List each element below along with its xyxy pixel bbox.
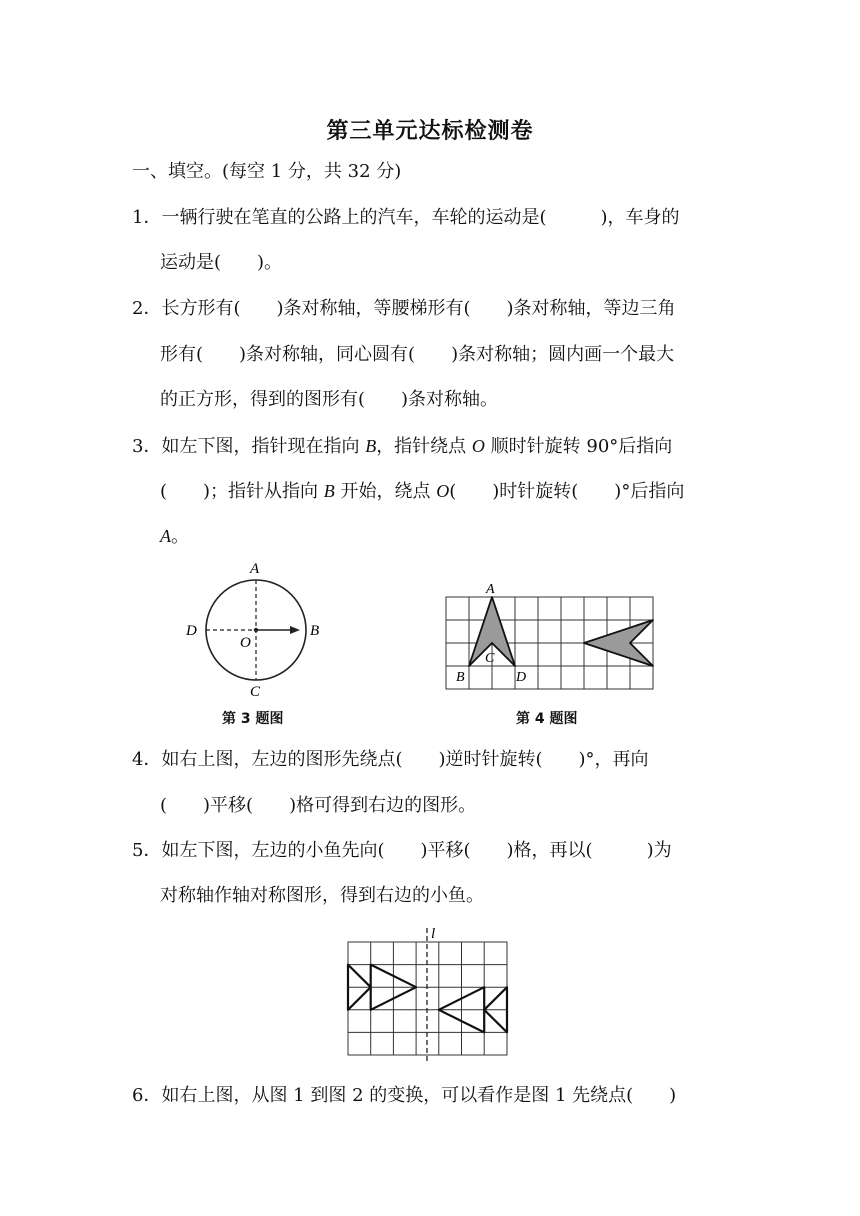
label-b: B [310, 623, 320, 639]
question-3-line-2 [160, 479, 684, 504]
question-text: 一辆行驶在笔直的公路上的汽车，车轮的运动是( )，车身的 [161, 207, 680, 228]
question-number: 2． [132, 298, 162, 319]
question-5-line-1 [132, 839, 672, 863]
figure-4-caption: 第 4 题图 [516, 711, 578, 727]
figure-3-caption: 第 3 题图 [222, 711, 284, 727]
label-b: B [456, 670, 465, 685]
question-number: 5． [132, 840, 162, 861]
question-2-line-3: 的正方形，得到的图形有( )条对称轴。 [160, 389, 499, 410]
question-text: ，指针绕点 [376, 436, 472, 457]
question-text: 开始，绕点 [334, 481, 437, 502]
question-2-line-2: 形有( )条对称轴，同心圆有( )条对称轴；圆内画一个最大 [160, 344, 675, 365]
label-o: O [240, 635, 251, 651]
label-c: C [485, 651, 495, 666]
question-2-line-1 [132, 297, 676, 321]
figure-5-fish-grid-diagram [340, 920, 520, 1062]
question-number: 1． [132, 207, 162, 228]
question-1-line-2: 运动是( )。 [160, 252, 283, 273]
question-text: 如左下图，左边的小鱼先向( )平移( )格，再以( )为 [161, 840, 672, 861]
question-text: 如右上图，从图 1 到图 2 的变换，可以看作是图 1 先绕点( ) [161, 1085, 677, 1106]
center-point [254, 628, 258, 632]
point-label: A [160, 526, 171, 546]
question-5-line-2: 对称轴作轴对称图形，得到右边的小鱼。 [160, 885, 484, 906]
question-text: ( )；指针从指向 [160, 481, 324, 502]
question-text: 顺时针旋转 90°后指向 [484, 436, 673, 457]
question-text: 如左下图，指针现在指向 [161, 436, 366, 457]
label-l: l [431, 926, 436, 942]
figure-4-grid-diagram [440, 580, 660, 690]
label-d: D [186, 623, 197, 639]
label-c: C [250, 684, 261, 700]
label-a: A [486, 582, 495, 597]
question-4-line-2: ( )平移( )格可得到右边的图形。 [160, 795, 477, 816]
question-number: 4． [132, 749, 162, 770]
question-number: 3． [132, 436, 162, 457]
arrow-head-icon [290, 626, 300, 634]
point-label: O [471, 436, 485, 456]
label-d: D [516, 670, 527, 685]
question-text: 。 [171, 526, 189, 547]
page-title: 第三单元达标检测卷 [326, 118, 534, 144]
point-label: B [323, 481, 335, 501]
question-text: 长方形有( )条对称轴，等腰梯形有( )条对称轴，等边三角 [161, 298, 676, 319]
point-label: O [436, 481, 450, 501]
question-number: 6． [132, 1085, 162, 1106]
label-a: A [250, 561, 260, 577]
question-3-line-1 [132, 434, 672, 459]
section-heading: 一、填空。(每空 1 分，共 32 分) [132, 161, 402, 182]
point-label: B [365, 436, 377, 456]
question-6-line-1 [132, 1084, 676, 1108]
question-text: 如右上图，左边的图形先绕点( )逆时针旋转( )°，再向 [161, 749, 649, 770]
question-4-line-1 [132, 748, 649, 772]
question-3-line-3 [160, 524, 189, 549]
figure-3-circle-diagram [180, 555, 340, 705]
question-1-line-1 [132, 206, 680, 230]
question-text: ( )时针旋转( )°后指向 [449, 481, 685, 502]
